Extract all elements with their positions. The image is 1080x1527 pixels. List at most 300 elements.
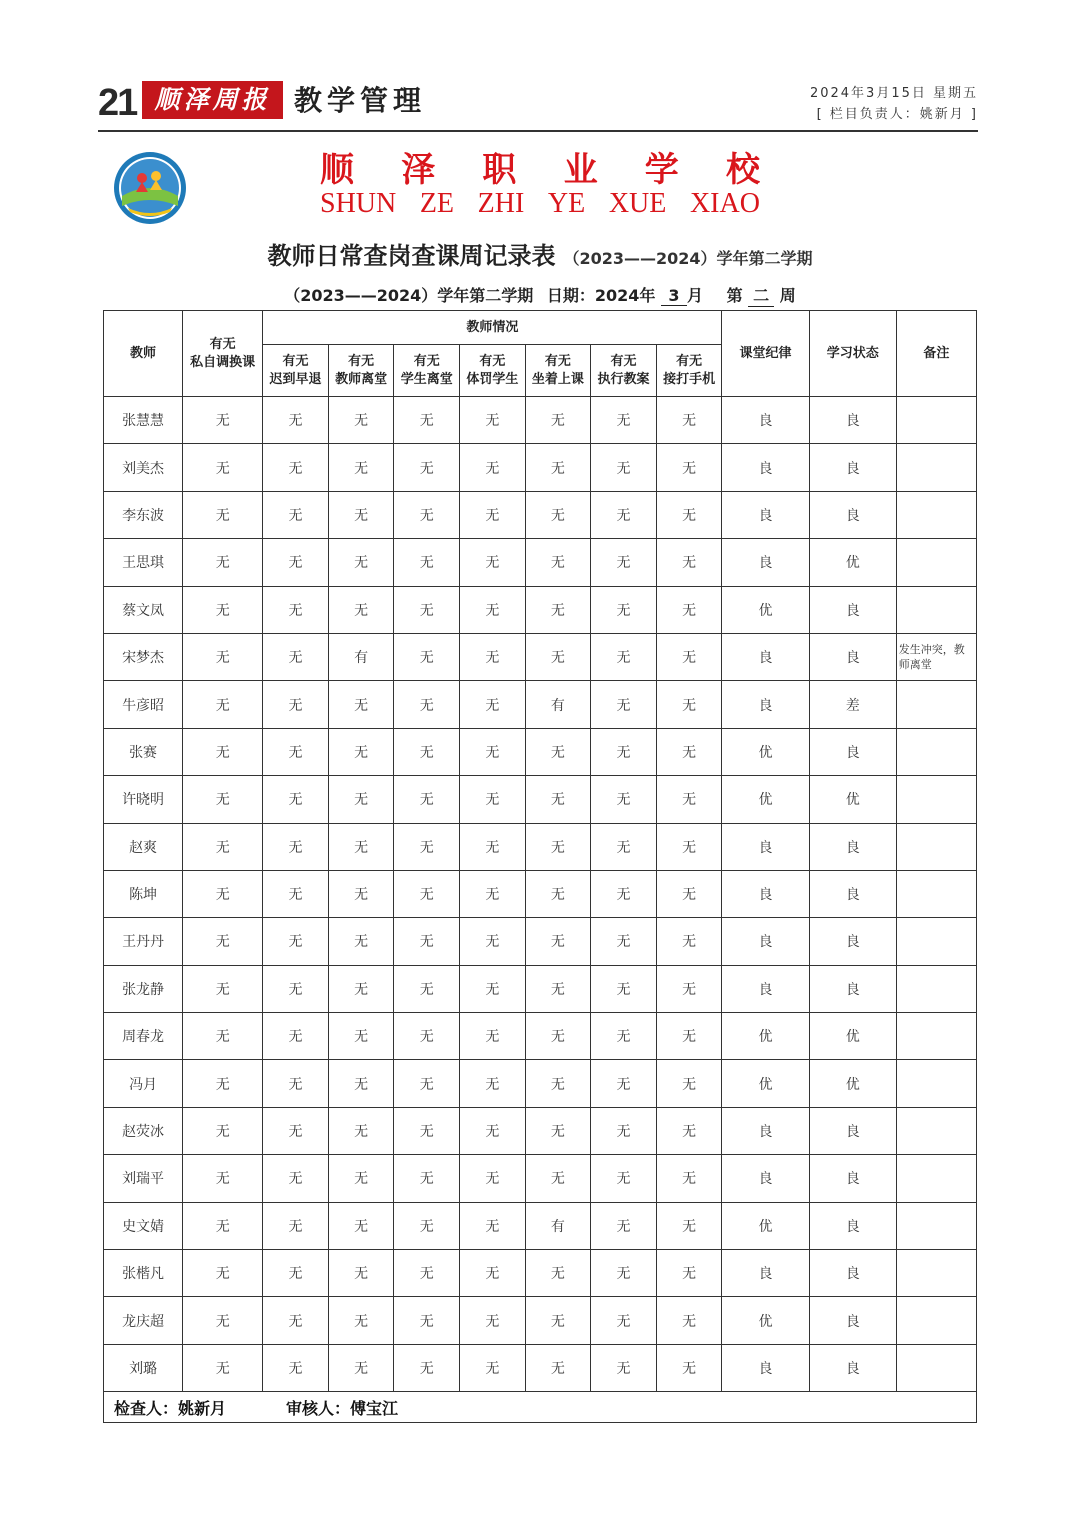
situation-cell: 无 (394, 1344, 460, 1391)
situation-cell: 有 (525, 1202, 591, 1249)
situation-cell: 无 (525, 633, 591, 680)
table-row (104, 918, 977, 965)
discipline-cell: 良 (722, 965, 809, 1012)
teacher-name-cell: 史文婧 (104, 1202, 183, 1249)
situation-cell: 无 (525, 1344, 591, 1391)
header-swap (183, 311, 263, 397)
form-meta (0, 283, 1080, 307)
teacher-name-cell: 刘美杰 (104, 444, 183, 491)
remark-cell (896, 728, 976, 775)
situation-cell: 无 (525, 1060, 591, 1107)
table-row (104, 1202, 977, 1249)
situation-cell: 无 (656, 728, 722, 775)
situation-cell: 无 (525, 491, 591, 538)
remark-cell (896, 823, 976, 870)
teacher-name-cell: 陈坤 (104, 870, 183, 917)
situation-cell: 无 (656, 1202, 722, 1249)
situation-cell: 无 (656, 1060, 722, 1107)
situation-cell: 无 (460, 965, 526, 1012)
situation-cell: 无 (656, 397, 722, 444)
remark-cell (896, 1202, 976, 1249)
school-name-word: XUE (608, 188, 667, 219)
situation-cell: 无 (328, 1107, 394, 1154)
situation-cell: 无 (460, 918, 526, 965)
swap-cell: 无 (183, 539, 263, 586)
teacher-name-cell: 赵爽 (104, 823, 183, 870)
situation-cell: 无 (656, 1107, 722, 1154)
remark-cell (896, 1107, 976, 1154)
teacher-name-cell: 龙庆超 (104, 1297, 183, 1344)
situation-cell: 无 (525, 823, 591, 870)
study-cell: 良 (809, 965, 896, 1012)
masthead (98, 78, 978, 128)
swap-cell: 无 (183, 1202, 263, 1249)
table-row (104, 776, 977, 823)
study-cell: 优 (809, 776, 896, 823)
remark-cell (896, 1297, 976, 1344)
discipline-cell: 良 (722, 633, 809, 680)
teacher-name-cell: 刘璐 (104, 1344, 183, 1391)
situation-cell: 无 (591, 1202, 657, 1249)
meta-year-suffix: 年 (639, 286, 656, 305)
table-row (104, 965, 977, 1012)
issue-date: 2024年3月15日 星期五 (809, 86, 978, 101)
issue-number: 21 (98, 82, 137, 124)
school-name-word: XIAO (689, 188, 760, 219)
situation-cell: 无 (394, 1060, 460, 1107)
remark-cell (896, 776, 976, 823)
situation-cell: 无 (460, 1344, 526, 1391)
situation-cell: 有 (525, 681, 591, 728)
header-sub (460, 345, 526, 397)
inspector-label: 检查人： (114, 1398, 179, 1418)
teacher-name-cell: 蔡文凤 (104, 586, 183, 633)
meta-term: （2023——2024）学年第二学期 (284, 286, 534, 305)
header-sub-line1: 有无 (479, 353, 506, 369)
situation-cell: 无 (591, 1013, 657, 1060)
situation-cell: 无 (263, 1107, 329, 1154)
inspector-name: 姚新月 (178, 1398, 227, 1418)
situation-cell: 无 (328, 491, 394, 538)
header-sub-line1: 有无 (413, 353, 440, 369)
discipline-cell: 优 (722, 1297, 809, 1344)
situation-cell: 无 (328, 1297, 394, 1344)
form-title-main: 教师日常查岗查课周记录表 (267, 242, 556, 270)
school-name-cn (320, 142, 760, 191)
situation-cell: 无 (591, 823, 657, 870)
situation-cell: 无 (525, 870, 591, 917)
study-cell: 良 (809, 823, 896, 870)
discipline-cell: 良 (722, 823, 809, 870)
swap-cell: 无 (183, 1344, 263, 1391)
teacher-name-cell: 冯月 (104, 1060, 183, 1107)
situation-cell: 无 (460, 681, 526, 728)
study-cell: 良 (809, 444, 896, 491)
study-cell: 良 (809, 1107, 896, 1154)
school-name-char: 校 (725, 150, 760, 190)
situation-cell: 无 (656, 681, 722, 728)
swap-cell: 无 (183, 397, 263, 444)
discipline-cell: 良 (722, 444, 809, 491)
situation-cell: 无 (656, 586, 722, 633)
swap-cell: 无 (183, 586, 263, 633)
situation-cell: 无 (591, 1297, 657, 1344)
swap-cell: 无 (183, 1107, 263, 1154)
table-row (104, 1297, 977, 1344)
situation-cell: 无 (460, 1107, 526, 1154)
situation-cell: 无 (263, 586, 329, 633)
situation-cell: 无 (394, 1013, 460, 1060)
situation-cell: 无 (263, 1297, 329, 1344)
meta-week: 二 (748, 283, 774, 307)
situation-cell: 无 (328, 681, 394, 728)
swap-cell: 无 (183, 823, 263, 870)
remark-cell: 发生冲突，教师离堂 (896, 633, 976, 680)
swap-cell: 无 (183, 870, 263, 917)
situation-cell: 无 (591, 1344, 657, 1391)
study-cell: 优 (809, 539, 896, 586)
situation-cell: 无 (263, 491, 329, 538)
header-sub-line2: 接打手机 (663, 371, 716, 387)
situation-cell: 无 (460, 728, 526, 775)
masthead-divider (98, 130, 978, 132)
discipline-cell: 良 (722, 1155, 809, 1202)
situation-cell: 无 (328, 776, 394, 823)
study-cell: 优 (809, 1013, 896, 1060)
header-sub (394, 345, 460, 397)
situation-cell: 无 (656, 444, 722, 491)
swap-cell: 无 (183, 965, 263, 1012)
table-header (104, 311, 977, 397)
remark-cell (896, 397, 976, 444)
situation-cell: 无 (525, 397, 591, 444)
table-row (104, 491, 977, 538)
teacher-name-cell: 刘瑞平 (104, 1155, 183, 1202)
situation-cell: 无 (394, 633, 460, 680)
header-sub-line1: 有无 (282, 353, 309, 369)
discipline-cell: 良 (722, 1107, 809, 1154)
situation-cell: 无 (591, 539, 657, 586)
teacher-name-cell: 张龙静 (104, 965, 183, 1012)
situation-cell: 无 (525, 1297, 591, 1344)
situation-cell: 无 (460, 1250, 526, 1297)
remark-cell (896, 1155, 976, 1202)
study-cell: 优 (809, 1060, 896, 1107)
situation-cell: 无 (394, 823, 460, 870)
header-sub-line2: 坐着上课 (531, 371, 584, 387)
study-cell: 良 (809, 1155, 896, 1202)
header-swap-line2: 私自调换课 (190, 354, 256, 370)
discipline-cell: 良 (722, 681, 809, 728)
school-name-word: ZE (419, 188, 455, 219)
discipline-cell: 优 (722, 1202, 809, 1249)
situation-cell: 无 (591, 1155, 657, 1202)
swap-cell: 无 (183, 918, 263, 965)
swap-cell: 无 (183, 1013, 263, 1060)
situation-cell: 无 (263, 776, 329, 823)
teacher-name-cell: 李东波 (104, 491, 183, 538)
situation-cell: 无 (591, 870, 657, 917)
situation-cell: 无 (328, 823, 394, 870)
discipline-cell: 优 (722, 1013, 809, 1060)
header-sub-line2: 执行教案 (597, 371, 650, 387)
situation-cell: 无 (656, 870, 722, 917)
situation-cell: 无 (525, 1250, 591, 1297)
school-name-char: 泽 (401, 150, 436, 190)
form-title (0, 236, 1080, 271)
meta-month: 3 (661, 286, 687, 306)
table-row (104, 1250, 977, 1297)
discipline-cell: 良 (722, 491, 809, 538)
reviewer-name: 傅宝江 (350, 1398, 399, 1418)
situation-cell: 无 (525, 444, 591, 491)
section-title: 教学管理 (294, 84, 427, 117)
situation-cell: 无 (394, 397, 460, 444)
situation-cell: 无 (460, 1013, 526, 1060)
meta-date-label: 日期： (546, 286, 595, 305)
header-swap-line1: 有无 (209, 336, 236, 352)
situation-cell: 无 (591, 397, 657, 444)
header-sub-line2: 学生离堂 (400, 371, 453, 387)
situation-cell: 无 (525, 586, 591, 633)
header-teacher-situation: 教师情况 (263, 311, 722, 345)
situation-cell: 无 (263, 1202, 329, 1249)
situation-cell: 有 (328, 633, 394, 680)
situation-cell: 无 (263, 918, 329, 965)
situation-cell: 无 (591, 1250, 657, 1297)
situation-cell: 无 (328, 539, 394, 586)
teacher-name-cell: 宋梦杰 (104, 633, 183, 680)
table-row (104, 1013, 977, 1060)
header-study: 学习状态 (809, 311, 896, 397)
reviewer-label: 审核人： (286, 1398, 351, 1418)
paper-name: 顺泽周报 (142, 81, 283, 119)
table-row (104, 444, 977, 491)
situation-cell: 无 (460, 1297, 526, 1344)
study-cell: 差 (809, 681, 896, 728)
remark-cell (896, 491, 976, 538)
discipline-cell: 良 (722, 539, 809, 586)
situation-cell: 无 (656, 823, 722, 870)
header-sub (328, 345, 394, 397)
table-footer (104, 1392, 977, 1423)
situation-cell: 无 (263, 1155, 329, 1202)
meta-year: 2024 (594, 286, 640, 305)
situation-cell: 无 (328, 1155, 394, 1202)
situation-cell: 无 (394, 870, 460, 917)
situation-cell: 无 (328, 444, 394, 491)
situation-cell: 无 (263, 539, 329, 586)
swap-cell: 无 (183, 444, 263, 491)
situation-cell: 无 (656, 965, 722, 1012)
header-sub (263, 345, 329, 397)
school-name-en (320, 188, 760, 220)
school-name-char: 学 (644, 150, 679, 190)
remark-cell (896, 539, 976, 586)
situation-cell: 无 (263, 397, 329, 444)
situation-cell: 无 (394, 1202, 460, 1249)
situation-cell: 无 (525, 539, 591, 586)
header-sub-line1: 有无 (544, 353, 571, 369)
swap-cell: 无 (183, 491, 263, 538)
meta-week-prefix: 第 (726, 286, 743, 305)
situation-cell: 无 (656, 1297, 722, 1344)
situation-cell: 无 (525, 1013, 591, 1060)
situation-cell: 无 (656, 1250, 722, 1297)
remark-cell (896, 1060, 976, 1107)
table-row (104, 870, 977, 917)
study-cell: 良 (809, 1297, 896, 1344)
situation-cell: 无 (328, 586, 394, 633)
swap-cell: 无 (183, 681, 263, 728)
situation-cell: 无 (525, 776, 591, 823)
record-table (103, 310, 977, 1423)
situation-cell: 无 (460, 633, 526, 680)
remark-cell (896, 444, 976, 491)
situation-cell: 无 (460, 870, 526, 917)
situation-cell: 无 (460, 539, 526, 586)
swap-cell: 无 (183, 776, 263, 823)
situation-cell: 无 (394, 1297, 460, 1344)
situation-cell: 无 (656, 1013, 722, 1060)
situation-cell: 无 (328, 1250, 394, 1297)
header-sub-line1: 有无 (610, 353, 637, 369)
table-row (104, 823, 977, 870)
discipline-cell: 优 (722, 776, 809, 823)
study-cell: 良 (809, 397, 896, 444)
situation-cell: 无 (591, 728, 657, 775)
situation-cell: 无 (394, 776, 460, 823)
study-cell: 良 (809, 1344, 896, 1391)
remark-cell (896, 965, 976, 1012)
situation-cell: 无 (591, 444, 657, 491)
school-logo-icon (112, 150, 188, 226)
study-cell: 良 (809, 633, 896, 680)
situation-cell: 无 (263, 965, 329, 1012)
study-cell: 良 (809, 870, 896, 917)
discipline-cell: 良 (722, 1250, 809, 1297)
school-name-word: SHUN (320, 188, 397, 219)
situation-cell: 无 (394, 1250, 460, 1297)
header-sub-line1: 有无 (676, 353, 703, 369)
teacher-name-cell: 张楷凡 (104, 1250, 183, 1297)
situation-cell: 无 (591, 965, 657, 1012)
situation-cell: 无 (656, 918, 722, 965)
table-row (104, 633, 977, 680)
situation-cell: 无 (460, 444, 526, 491)
header-sub (591, 345, 657, 397)
situation-cell: 无 (460, 1155, 526, 1202)
study-cell: 良 (809, 491, 896, 538)
situation-cell: 无 (328, 870, 394, 917)
teacher-name-cell: 牛彦昭 (104, 681, 183, 728)
table-row (104, 397, 977, 444)
table-row (104, 681, 977, 728)
situation-cell: 无 (656, 633, 722, 680)
swap-cell: 无 (183, 728, 263, 775)
header-sub (525, 345, 591, 397)
situation-cell: 无 (263, 728, 329, 775)
school-name-word: YE (547, 188, 586, 219)
situation-cell: 无 (591, 681, 657, 728)
teacher-name-cell: 王丹丹 (104, 918, 183, 965)
discipline-cell: 良 (722, 870, 809, 917)
situation-cell: 无 (394, 965, 460, 1012)
remark-cell (896, 1250, 976, 1297)
situation-cell: 无 (394, 1155, 460, 1202)
situation-cell: 无 (656, 1344, 722, 1391)
situation-cell: 无 (328, 1013, 394, 1060)
situation-cell: 无 (460, 491, 526, 538)
meta-month-suffix: 月 (687, 286, 704, 305)
situation-cell: 无 (460, 586, 526, 633)
situation-cell: 无 (460, 776, 526, 823)
remark-cell (896, 918, 976, 965)
situation-cell: 无 (656, 539, 722, 586)
situation-cell: 无 (525, 965, 591, 1012)
situation-cell: 无 (328, 918, 394, 965)
swap-cell: 无 (183, 1060, 263, 1107)
teacher-name-cell: 王思琪 (104, 539, 183, 586)
situation-cell: 无 (394, 918, 460, 965)
situation-cell: 无 (394, 1107, 460, 1154)
situation-cell: 无 (460, 1202, 526, 1249)
remark-cell (896, 870, 976, 917)
situation-cell: 无 (460, 397, 526, 444)
table-row (104, 586, 977, 633)
teacher-name-cell: 周春龙 (104, 1013, 183, 1060)
remark-cell (896, 1344, 976, 1391)
teacher-name-cell: 赵荧冰 (104, 1107, 183, 1154)
form-title-term: （2023——2024）学年第二学期 (563, 249, 813, 268)
header-teacher: 教师 (104, 311, 183, 397)
situation-cell: 无 (525, 1155, 591, 1202)
situation-cell: 无 (263, 870, 329, 917)
remark-cell (896, 586, 976, 633)
signature-row (104, 1392, 977, 1423)
school-name-char: 业 (563, 150, 598, 190)
situation-cell: 无 (328, 397, 394, 444)
teacher-name-cell: 张赛 (104, 728, 183, 775)
situation-cell: 无 (591, 633, 657, 680)
school-name-char: 职 (482, 150, 517, 190)
situation-cell: 无 (591, 776, 657, 823)
situation-cell: 无 (656, 491, 722, 538)
table-row (104, 1344, 977, 1391)
table-row (104, 1155, 977, 1202)
table-body (104, 397, 977, 1392)
discipline-cell: 优 (722, 728, 809, 775)
teacher-name-cell: 张慧慧 (104, 397, 183, 444)
discipline-cell: 优 (722, 586, 809, 633)
situation-cell: 无 (328, 728, 394, 775)
header-sub-line1: 有无 (348, 353, 375, 369)
situation-cell: 无 (263, 1250, 329, 1297)
column-editor: [ 栏目负责人：姚新月 ] (816, 107, 978, 122)
table-row (104, 1107, 977, 1154)
situation-cell: 无 (394, 539, 460, 586)
study-cell: 良 (809, 586, 896, 633)
situation-cell: 无 (591, 918, 657, 965)
study-cell: 良 (809, 918, 896, 965)
situation-cell: 无 (656, 776, 722, 823)
remark-cell (896, 681, 976, 728)
discipline-cell: 良 (722, 1344, 809, 1391)
situation-cell: 无 (263, 633, 329, 680)
situation-cell: 无 (591, 491, 657, 538)
discipline-cell: 优 (722, 1060, 809, 1107)
situation-cell: 无 (328, 965, 394, 1012)
